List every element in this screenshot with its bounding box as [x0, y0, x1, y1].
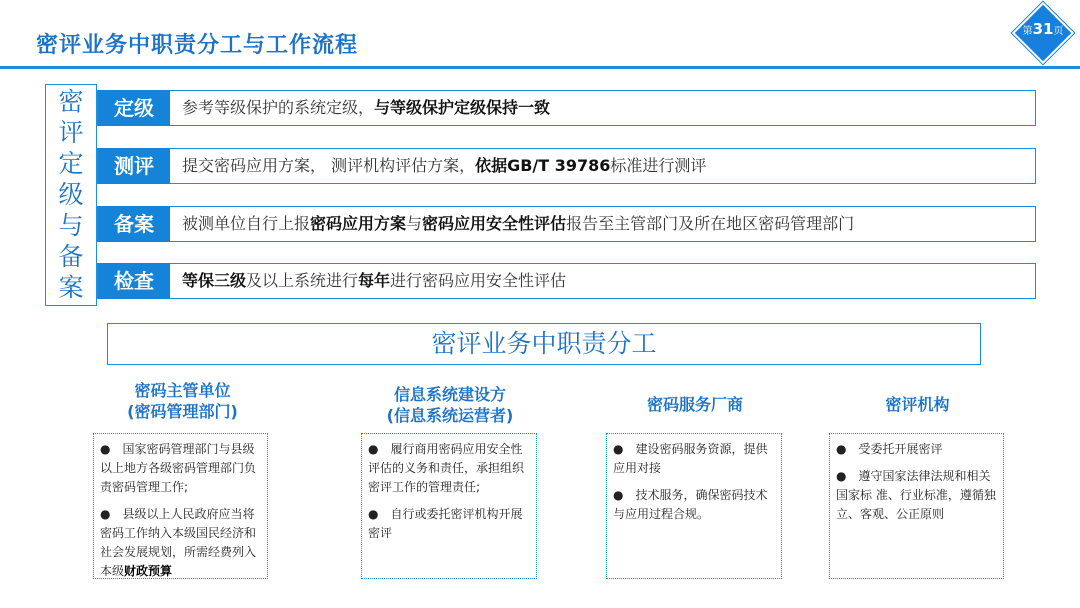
- role-box-service-vendor: [606, 433, 782, 579]
- row-text: 参考等级保护的系统定级，与等级保护定级保持一致: [182, 98, 551, 117]
- role-box-system-builder: [361, 433, 537, 579]
- process-row-inspection: [97, 263, 1036, 299]
- slide-title: 密评业务中职责分工与工作流程: [36, 33, 359, 58]
- page-number-badge: [1016, 6, 1070, 60]
- list-item: ● 自行或委托密评机构开展密评: [368, 507, 523, 540]
- list-item: ● 受委托开展密评: [836, 442, 943, 456]
- page-suffix: 页: [1053, 26, 1064, 37]
- process-row-evaluation: [97, 148, 1036, 184]
- list-item: ● 履行商用密码应用安全性评估的义务和责任，承担组织密评工作的管理责任;: [368, 442, 525, 494]
- role-box-crypto-authority: [93, 433, 268, 579]
- role-box-evaluation-agency: [829, 433, 1004, 579]
- row-label: 测评: [98, 148, 170, 184]
- row-label: 定级: [98, 90, 170, 126]
- role-title: 密码主管单位: [134, 381, 231, 400]
- list-item: ● 建设密码服务资源，提供应用对接: [613, 442, 768, 475]
- process-row-grading: [97, 90, 1036, 126]
- side-char: 级: [58, 180, 84, 209]
- role-heading: [605, 394, 785, 415]
- page-prefix: 第: [1022, 26, 1033, 37]
- side-char: 定: [58, 149, 84, 178]
- row-label: 备案: [98, 206, 170, 242]
- list-item: ● 遵守国家法律法规和相关国家标 准、行业标准，遵循独立、客观、公正原则: [836, 469, 996, 521]
- role-subtitle: (信息系统运营者): [386, 406, 514, 425]
- row-text: 被测单位自行上报密码应用方案与密码应用安全性评估报告至主管部门及所在地区密码管理部门: [182, 214, 855, 233]
- list-item: ● 国家密码管理部门与县级以上地方各级密码管理部门负责密码管理工作;: [100, 442, 257, 494]
- side-char: 与: [58, 211, 84, 240]
- list-item: ● 技术服务，确保密码技术与应用过程合规。: [613, 488, 768, 521]
- list-item: ● 县级以上人民政府应当将密码工作纳入本级国民经济和社会发展规划，所需经费列入本级财政预算: [100, 507, 257, 578]
- role-heading: [100, 380, 265, 422]
- row-label: 检查: [98, 263, 170, 299]
- role-subtitle: (密码管理部门): [127, 402, 238, 421]
- side-vertical-label: [45, 84, 97, 306]
- side-char: 密: [58, 87, 84, 116]
- role-title: 密码服务厂商: [646, 395, 743, 414]
- section-title: 密评业务中职责分工: [107, 323, 981, 365]
- side-char: 案: [58, 273, 84, 302]
- side-char: 评: [58, 118, 84, 147]
- row-text: 提交密码应用方案， 测评机构评估方案，依据GB/T 39786标准进行测评: [182, 156, 707, 175]
- process-row-filing: [97, 206, 1036, 242]
- role-heading: [830, 394, 1005, 415]
- page-number: 31: [1032, 20, 1054, 38]
- row-text: 等保三级及以上系统进行每年进行密码应用安全性评估: [182, 271, 567, 290]
- role-heading: [355, 384, 545, 426]
- title-underline: [0, 66, 1080, 69]
- role-title: 信息系统建设方: [393, 385, 506, 404]
- role-title: 密评机构: [885, 395, 950, 414]
- side-char: 备: [58, 242, 84, 271]
